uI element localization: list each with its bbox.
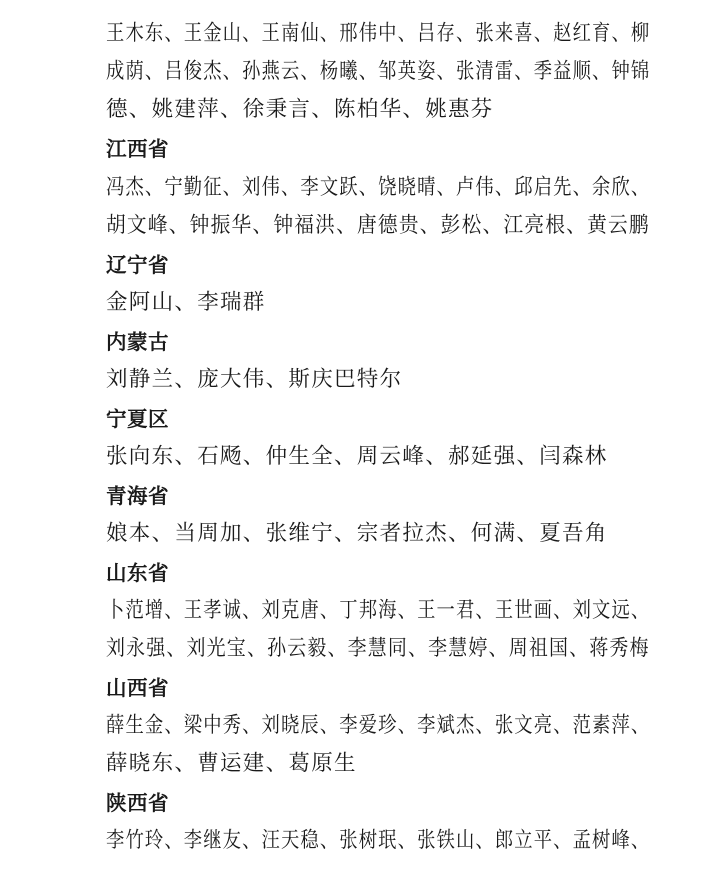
name-list-line: 金阿山、李瑞群 [106,290,266,315]
province-heading: 辽宁省 [106,253,169,277]
name-list-line: 娘本、当周加、张维宁、宗者拉杰、何满、夏吾角 [106,521,608,546]
province-heading: 山西省 [106,676,169,700]
name-list-line: 王木东、王金山、王南仙、邢伟中、吕存、张来喜、赵红育、柳 [106,21,651,46]
name-list-line: 胡文峰、钟振华、钟福洪、唐德贵、彭松、江亮根、黄云鹏 [106,213,650,238]
name-list-line: 李竹玲、李继友、汪天稳、张树珉、张铁山、郎立平、孟树峰、 [106,828,651,853]
name-list-line: 冯杰、宁勤征、刘伟、李文跃、饶晓晴、卢伟、邱启先、余欣、 [106,175,651,200]
name-list-line: 薛生金、梁中秀、刘晓辰、李爱珍、李斌杰、张文亮、范素萍、 [106,713,651,738]
name-list-line: 刘静兰、庞大伟、斯庆巴特尔 [106,367,403,392]
province-heading: 宁夏区 [106,407,169,431]
name-list-line: 张向东、石飏、仲生全、周云峰、郝延强、闫森林 [106,444,608,469]
province-heading: 内蒙古 [106,330,169,354]
name-list-line: 成荫、吕俊杰、孙燕云、杨曦、邹英姿、张清雷、季益顺、钟锦 [106,59,651,84]
name-list-line: 卜范增、王孝诚、刘克唐、丁邦海、王一君、王世画、刘文远、 [106,598,651,623]
name-list-line: 刘永强、刘光宝、孙云毅、李慧同、李慧婷、周祖国、蒋秀梅 [106,636,650,661]
province-heading: 青海省 [106,484,169,508]
province-heading: 陕西省 [106,791,169,815]
name-list-line: 德、姚建萍、徐秉言、陈柏华、姚惠芬 [106,97,494,122]
name-list-line: 薛晓东、曹运建、葛原生 [106,751,357,776]
province-heading: 江西省 [106,137,169,161]
province-heading: 山东省 [106,561,169,585]
